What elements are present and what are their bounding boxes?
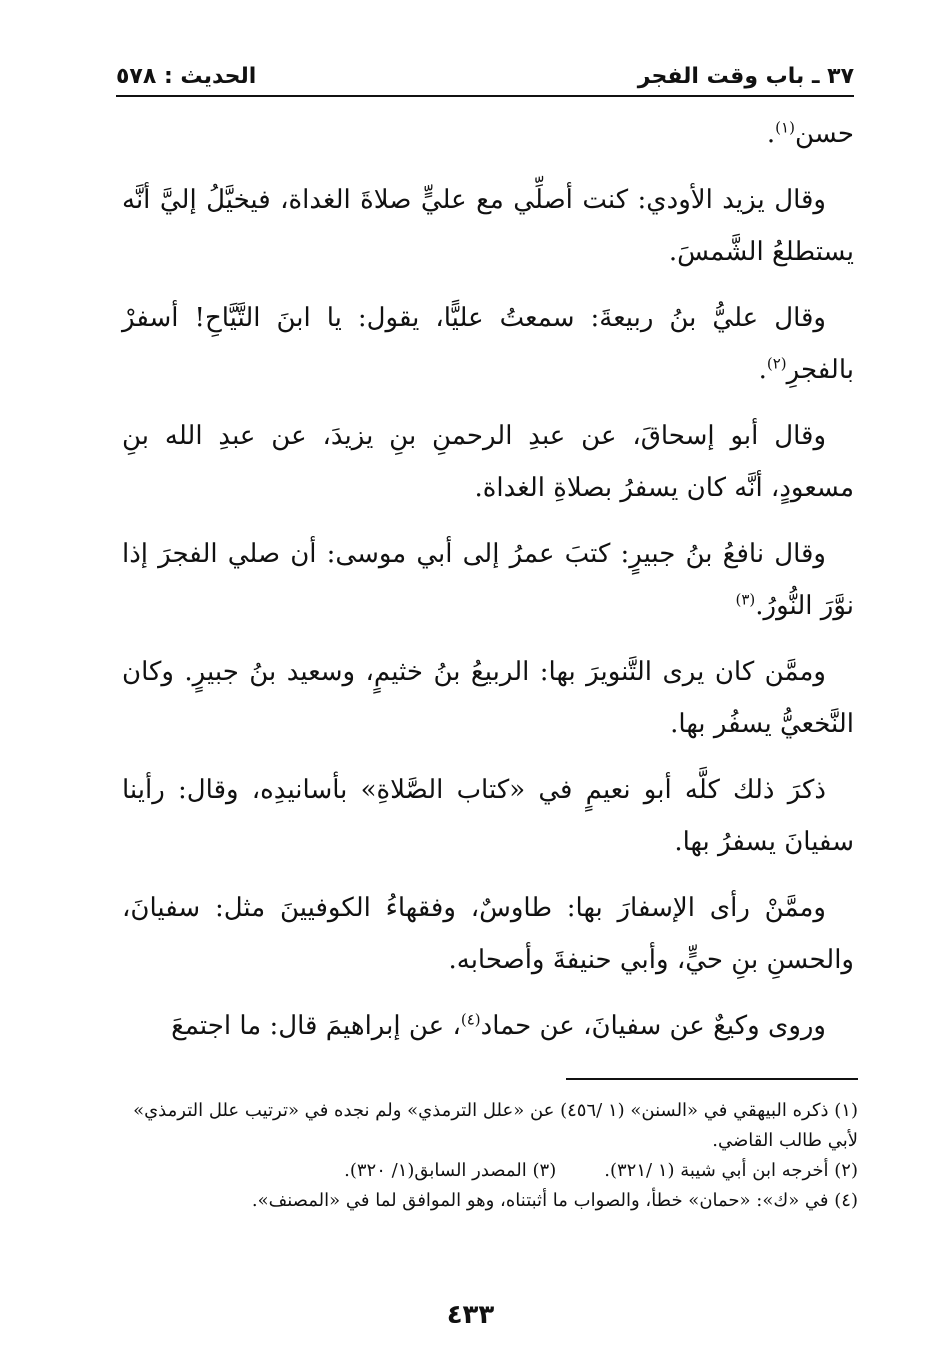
- footnote-1: (١) ذكره البيهقي في «السنن» (١ /٤٥٦) عن «علل الترمذي» ولم نجده في «ترتيب علل الترمذي» لأبي طالب القاضي.: [133, 1100, 858, 1151]
- footnote-divider: [566, 1078, 858, 1080]
- running-header: [116, 58, 854, 94]
- paragraph: وقال نافعُ بنُ جبيرٍ: كتبَ عمرُ إلى أبي موسى: أن صلي الفجرَ إذا نوَّرَ النُّورُ.$^{(٣)}$: [122, 539, 854, 621]
- footnotes: [124, 1096, 858, 1216]
- footnote-4: (٤) في «ك»: «حمان» خطأ، والصواب ما أثبتناه، وهو الموافق لما في «المصنف».: [251, 1190, 858, 1211]
- paragraph: وروى وكيعٌ عن سفيانَ، عن حماد$^{(٤)}$، عن إبراهيمَ قال: ما اجتمعَ: [171, 1010, 826, 1041]
- footnote-row: [124, 1156, 858, 1186]
- paragraph: وممَّن كان يرى التَّنويرَ بها: الربيعُ بنُ خثيمٍ، وسعيد بنُ جبيرٍ. وكان النَّخعيُّ يسفُر بها.: [122, 657, 854, 739]
- paragraph: وقال أبو إسحاقَ، عن عبدِ الرحمنِ بنِ يزيدَ، عن عبدِ الله بنِ مسعودٍ، أنَّه كان يسفرُ بصلاةِ الغداة.: [122, 421, 854, 503]
- paragraph: حسن$^{(١)}$.: [766, 118, 854, 149]
- paragraph: ذكرَ ذلك كلَّه أبو نعيمٍ في «كتاب الصَّلاةِ» بأسانيدِه، وقال: رأينا سفيانَ يسفرُ بها.: [122, 775, 854, 857]
- hadith-number: الحديث : ٥٧٨: [116, 63, 257, 89]
- footnote-ref[interactable]: (١): [775, 118, 795, 137]
- paragraph: وقال يزيد الأودي: كنت أصلِّي مع عليٍّ صلاةَ الغداة، فيخيَّلُ إليَّ أنَّه يستطلعُ الشَّمسَ.: [122, 185, 854, 267]
- chapter-title: ٣٧ ـ باب وقت الفجر: [637, 63, 854, 89]
- footnote-3: (٣) المصدر السابق(١/ ٣٢٠).: [344, 1160, 557, 1181]
- paragraph: وممَّنْ رأى الإسفارَ بها: طاوسٌ، وفقهاءُ الكوفيينَ مثل: سفيانَ، والحسنِ بنِ حيٍّ، وأبي حنيفةَ وأصحابه.: [122, 893, 854, 975]
- footnote-ref[interactable]: (٣): [735, 590, 756, 609]
- footnote-ref[interactable]: (٤): [460, 1010, 481, 1029]
- header-divider: [116, 95, 854, 97]
- page-number: ٤٣٣: [446, 1300, 495, 1330]
- paragraph: وقال عليُّ بنُ ربيعةَ: سمعتُ عليًّا، يقول: يا ابنَ التَّيَّاحِ! أسفرْ بالفجرِ$^{(٢)}$.: [122, 303, 854, 385]
- footnote-ref[interactable]: (٢): [766, 354, 787, 373]
- footnote-2: (٢) أخرجه ابن أبي شيبة (١ /٣٢١).: [604, 1160, 858, 1181]
- main-text: [122, 108, 854, 1066]
